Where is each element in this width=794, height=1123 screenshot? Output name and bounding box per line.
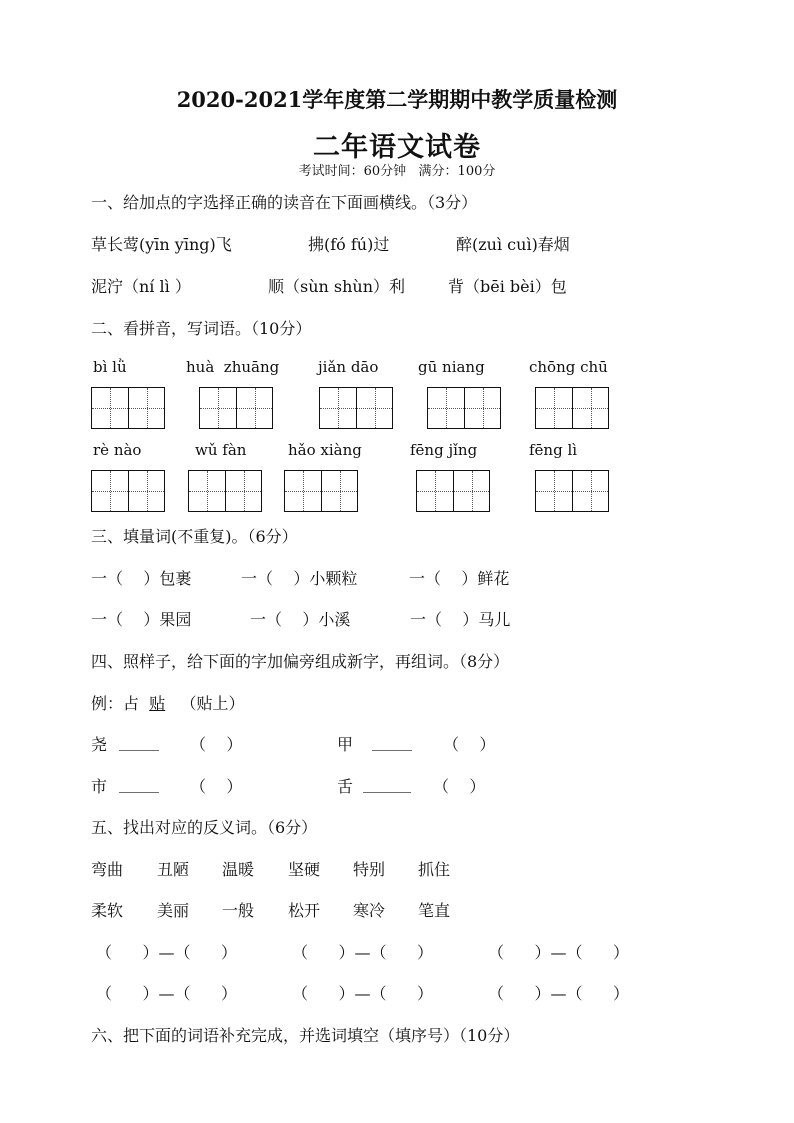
antonym-pair-blank[interactable]: （ ）—（ ）: [96, 943, 238, 962]
writing-grid[interactable]: [427, 387, 501, 429]
writing-grid[interactable]: [535, 470, 609, 512]
antonym-pair-blank[interactable]: （ ）—（ ）: [488, 984, 630, 1003]
antonym-word: 松开: [288, 901, 321, 920]
char-blank[interactable]: ______: [363, 774, 411, 793]
antonym-word: 一般: [222, 901, 255, 920]
pinyin-label: fēng lì: [529, 441, 578, 459]
section-4-heading: 四、照样子，给下面的字加偏旁组成新字，再组词。（8分）: [91, 652, 510, 671]
measure-word-blank[interactable]: 一（ ）鲜花: [409, 569, 510, 588]
exam-info: 考试时间：60分钟 满分：100分: [298, 164, 496, 179]
section-1-heading: 一、给加点的字选择正确的读音在下面画横线。（3分）: [91, 193, 478, 212]
measure-word-blank[interactable]: 一（ ）果园: [91, 610, 192, 629]
pinyin-choice-item: 顺（sùn shùn）利: [268, 277, 406, 296]
pinyin-label: rè nào: [93, 441, 142, 459]
pinyin-choice-item: 醉(zuì cuì)春烟: [456, 235, 570, 254]
antonym-pair-blank[interactable]: （ ）—（ ）: [292, 943, 434, 962]
pinyin-choice-item: 背（bēi bèi）包: [448, 277, 567, 296]
writing-grid[interactable]: [535, 387, 609, 429]
example-answer: 贴: [149, 694, 166, 713]
measure-word-blank[interactable]: 一（ ）包裹: [91, 569, 192, 588]
measure-word-blank[interactable]: 一（ ）马儿: [410, 610, 511, 629]
char-blank[interactable]: _____: [119, 732, 159, 751]
pinyin-label: gū niang: [418, 358, 485, 376]
word-paren[interactable]: （ ）: [190, 735, 243, 754]
antonym-word: 柔软: [91, 901, 124, 920]
example-prefix: 例：占: [91, 694, 150, 713]
base-char: 甲: [337, 735, 354, 754]
char-blank[interactable]: _____: [372, 732, 412, 751]
antonym-pair-blank[interactable]: （ ）—（ ）: [292, 984, 434, 1003]
paper-title: 二年语文试卷: [313, 132, 481, 163]
writing-grid[interactable]: [91, 470, 165, 512]
pinyin-label: hǎo xiàng: [288, 441, 362, 459]
pinyin-label: bì lǜ: [93, 358, 127, 376]
antonym-pair-blank[interactable]: （ ）—（ ）: [488, 943, 630, 962]
pinyin-choice-item: 草长莺(yīn yīng)飞: [91, 235, 232, 254]
section-2-heading: 二、看拼音，写词语。（10分）: [91, 319, 312, 338]
antonym-word: 坚硬: [288, 860, 321, 879]
pinyin-label: wǔ fàn: [195, 441, 247, 459]
pinyin-label: jiǎn dāo: [318, 358, 379, 376]
measure-word-blank[interactable]: 一（ ）小颗粒: [241, 569, 358, 588]
antonym-word: 美丽: [157, 901, 190, 920]
antonym-word: 寒冷: [353, 901, 386, 920]
base-char: 舌: [337, 777, 354, 796]
antonym-pair-blank[interactable]: （ ）—（ ）: [96, 984, 238, 1003]
antonym-word: 抓住: [418, 860, 451, 879]
writing-grid[interactable]: [91, 387, 165, 429]
pinyin-label: fēng jǐng: [410, 441, 478, 459]
base-char: 市: [91, 777, 108, 796]
measure-word-blank[interactable]: 一（ ）小溪: [250, 610, 351, 629]
antonym-word: 弯曲: [91, 860, 124, 879]
pinyin-label: huà zhuāng: [186, 358, 280, 376]
writing-grid[interactable]: [284, 470, 358, 512]
pinyin-choice-item: 泥泞（ní lì ）: [91, 277, 191, 296]
pinyin-label: chōng chū: [529, 358, 608, 376]
example-line: [91, 691, 244, 714]
antonym-word: 丑陋: [157, 860, 190, 879]
word-paren[interactable]: （ ）: [443, 735, 496, 754]
writing-grid[interactable]: [199, 387, 273, 429]
antonym-word: 特别: [353, 860, 386, 879]
section-5-heading: 五、找出对应的反义词。（6分）: [91, 818, 318, 837]
word-paren[interactable]: （ ）: [190, 777, 243, 796]
base-char: 尧: [91, 735, 108, 754]
word-paren[interactable]: （ ）: [433, 777, 486, 796]
antonym-word: 笔直: [418, 901, 451, 920]
writing-grid[interactable]: [416, 470, 490, 512]
writing-grid[interactable]: [188, 470, 262, 512]
exam-title: 2020-2021学年度第二学期期中教学质量检测: [176, 87, 618, 112]
section-3-heading: 三、填量词(不重复)。（6分）: [91, 527, 298, 546]
example-word: （贴上）: [180, 694, 245, 713]
char-blank[interactable]: _____: [119, 774, 159, 793]
pinyin-choice-item: 拂(fó fú)过: [308, 235, 390, 254]
section-6-heading: 六、把下面的词语补充完成，并选词填空（填序号）（10分）: [91, 1026, 520, 1045]
writing-grid[interactable]: [319, 387, 393, 429]
antonym-word: 温暖: [222, 860, 255, 879]
